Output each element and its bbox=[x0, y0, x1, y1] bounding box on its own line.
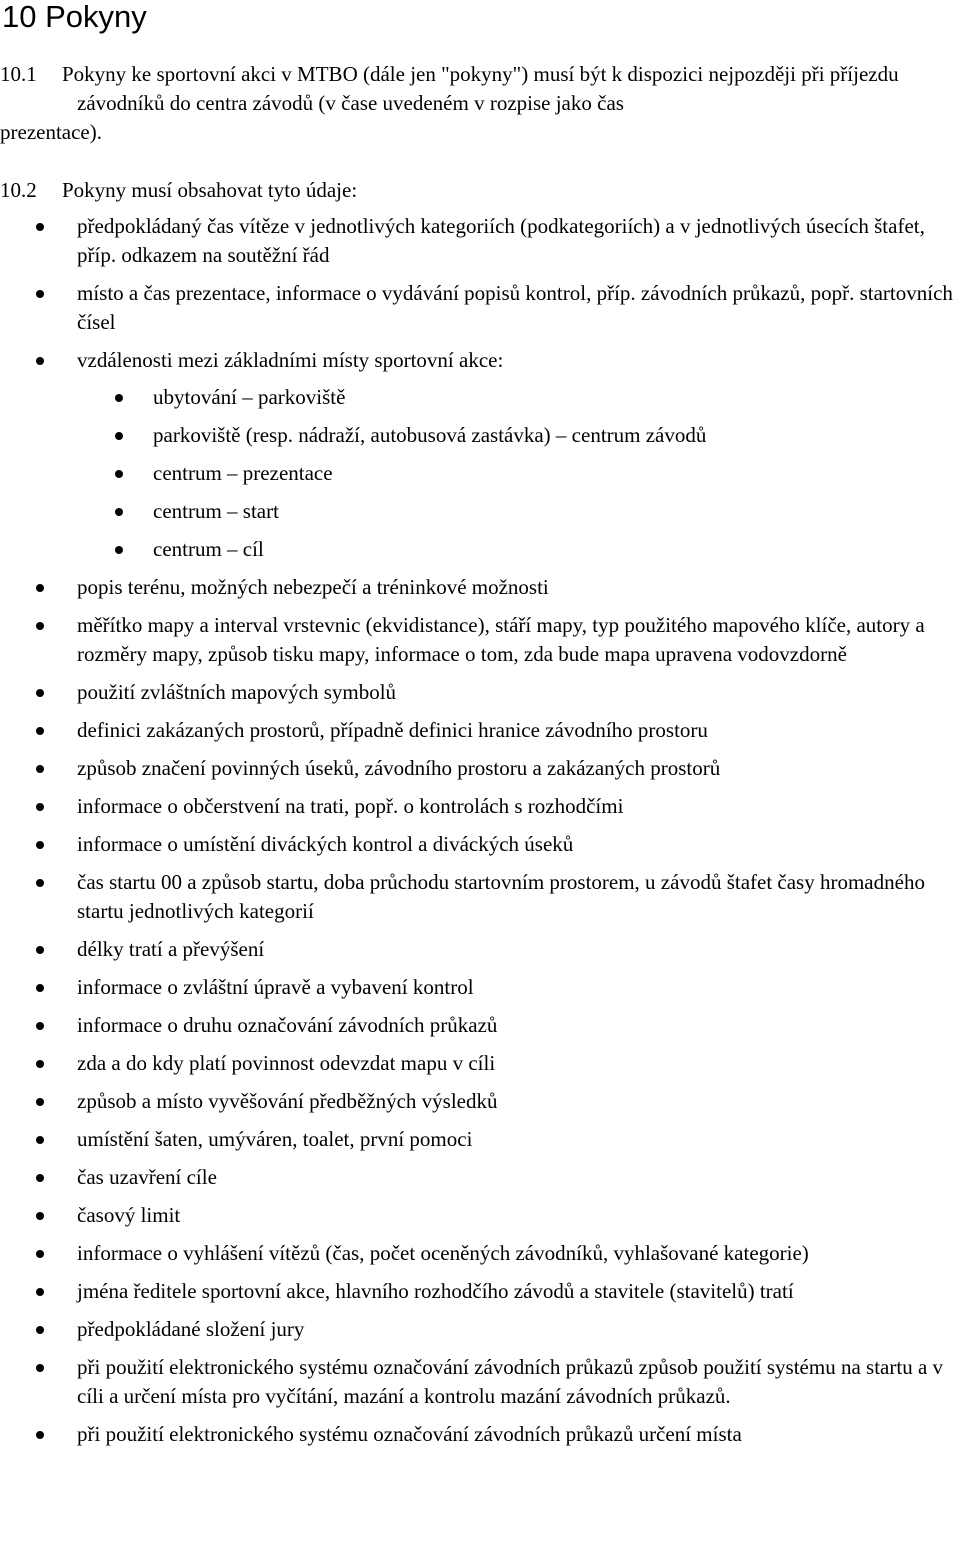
list-item-text: definici zakázaných prostorů, případně definici hranice závodního prostoru bbox=[77, 718, 708, 742]
paragraph-text: Pokyny musí obsahovat tyto údaje: bbox=[62, 178, 358, 202]
sublist-item-text: centrum – start bbox=[153, 499, 279, 523]
bullet-icon bbox=[36, 1060, 44, 1068]
list-item bbox=[0, 1011, 960, 1040]
bullet-icon bbox=[36, 1364, 44, 1372]
list-item bbox=[0, 1239, 960, 1268]
list-item bbox=[0, 678, 960, 707]
bullet-icon bbox=[36, 1136, 44, 1144]
bullet-icon bbox=[36, 1212, 44, 1220]
list-item-text: měřítko mapy a interval vrstevnic (ekvidistance), stáří mapy, typ použitého mapového klíče, autory a rozměry mapy, způsob tisku mapy, informace o tom, zda bude mapa upravena vodovzdorně bbox=[77, 613, 925, 666]
paragraph-text: Pokyny ke sportovní akci v MTBO (dále jen "pokyny") musí být k dispozici nejpozději při příjezdu závodníků do centra závodů (v čase uvedeném v rozpise jako čas bbox=[62, 62, 899, 115]
paragraph-10-1 bbox=[0, 60, 958, 147]
list-item-text: při použití elektronického systému označování závodních průkazů způsob použití systému na startu a v cíli a určení místa pro vyčítání, mazání a kontrolu mazání závodních průkazů. bbox=[77, 1355, 944, 1408]
list-item-text: popis terénu, možných nebezpečí a tréninkové možnosti bbox=[77, 575, 549, 599]
list-item-text: při použití elektronického systému označování závodních průkazů určení místa bbox=[77, 1422, 742, 1446]
list-item bbox=[0, 1277, 960, 1306]
bullet-icon bbox=[36, 1431, 44, 1439]
bullet-icon bbox=[36, 803, 44, 811]
list-item-text: místo a čas prezentace, informace o vydávání popisů kontrol, příp. závodních průkazů, popř. startovních čísel bbox=[77, 281, 953, 334]
requirements-list bbox=[0, 212, 960, 1458]
list-item-text: časový limit bbox=[77, 1203, 181, 1227]
list-item bbox=[0, 1201, 960, 1230]
list-item bbox=[0, 1163, 960, 1192]
bullet-icon bbox=[36, 1098, 44, 1106]
sublist-item bbox=[77, 383, 956, 412]
bullet-icon bbox=[36, 1326, 44, 1334]
list-item bbox=[0, 611, 960, 669]
bullet-icon bbox=[36, 223, 44, 231]
sublist-item-text: ubytování – parkoviště bbox=[153, 385, 346, 409]
bullet-icon bbox=[115, 394, 123, 402]
list-item bbox=[0, 754, 960, 783]
list-item-text: umístění šaten, umýváren, toalet, první pomoci bbox=[77, 1127, 473, 1151]
bullet-icon bbox=[36, 290, 44, 298]
paragraph-10-2 bbox=[0, 176, 958, 205]
list-item-text: způsob značení povinných úseků, závodního prostoru a zakázaných prostorů bbox=[77, 756, 721, 780]
bullet-icon bbox=[36, 841, 44, 849]
list-item bbox=[0, 1087, 960, 1116]
list-item-text: informace o vyhlášení vítězů (čas, počet oceněných závodníků, vyhlašované kategorie) bbox=[77, 1241, 809, 1265]
bullet-icon bbox=[36, 984, 44, 992]
list-item bbox=[0, 1420, 960, 1449]
distance-sublist bbox=[77, 383, 956, 564]
list-item bbox=[0, 573, 960, 602]
list-item-text: jména ředitele sportovní akce, hlavního rozhodčího závodů a stavitele (stavitelů) tratí bbox=[77, 1279, 794, 1303]
bullet-icon bbox=[115, 470, 123, 478]
list-item bbox=[0, 1125, 960, 1154]
bullet-icon bbox=[36, 727, 44, 735]
list-item bbox=[0, 973, 960, 1002]
sublist-item bbox=[77, 497, 956, 526]
sublist-item bbox=[77, 535, 956, 564]
list-item bbox=[0, 935, 960, 964]
list-item bbox=[0, 868, 960, 926]
sublist-item bbox=[77, 421, 956, 450]
paragraph-number: 10.2 bbox=[0, 178, 37, 202]
bullet-icon bbox=[36, 1288, 44, 1296]
sublist-item bbox=[77, 459, 956, 488]
bullet-icon bbox=[115, 508, 123, 516]
bullet-icon bbox=[115, 546, 123, 554]
list-item bbox=[0, 1315, 960, 1344]
list-item-text: informace o občerstvení na trati, popř. o kontrolách s rozhodčími bbox=[77, 794, 624, 818]
paragraph-continuation: prezentace). bbox=[0, 120, 102, 144]
bullet-icon bbox=[36, 622, 44, 630]
list-item bbox=[0, 792, 960, 821]
list-item bbox=[0, 716, 960, 745]
bullet-icon bbox=[36, 946, 44, 954]
list-item bbox=[0, 212, 960, 270]
list-item bbox=[0, 346, 960, 564]
list-item bbox=[0, 1049, 960, 1078]
bullet-icon bbox=[36, 1022, 44, 1030]
list-item-text: informace o druhu označování závodních průkazů bbox=[77, 1013, 498, 1037]
list-item-text: zda a do kdy platí povinnost odevzdat mapu v cíli bbox=[77, 1051, 496, 1075]
list-item-text: informace o zvláštní úpravě a vybavení kontrol bbox=[77, 975, 474, 999]
bullet-icon bbox=[36, 584, 44, 592]
bullet-icon bbox=[115, 432, 123, 440]
sublist-item-text: centrum – cíl bbox=[153, 537, 264, 561]
bullet-icon bbox=[36, 1250, 44, 1258]
sublist-item-text: centrum – prezentace bbox=[153, 461, 333, 485]
list-item bbox=[0, 830, 960, 859]
list-item-text: délky tratí a převýšení bbox=[77, 937, 265, 961]
list-item-text: předpokládaný čas vítěze v jednotlivých kategoriích (podkategoriích) a v jednotlivých úsecích štafet, příp. odkazem na soutěžní řád bbox=[77, 214, 925, 267]
list-item-text: použití zvláštních mapových symbolů bbox=[77, 680, 397, 704]
bullet-icon bbox=[36, 357, 44, 365]
list-item bbox=[0, 1353, 960, 1411]
bullet-icon bbox=[36, 689, 44, 697]
section-heading: 10 Pokyny bbox=[2, 0, 147, 34]
bullet-icon bbox=[36, 879, 44, 887]
list-item-text: čas startu 00 a způsob startu, doba průchodu startovním prostorem, u závodů štafet časy hromadného startu jednotlivých kategorií bbox=[77, 870, 925, 923]
list-item-text: vzdálenosti mezi základními místy sportovní akce: bbox=[77, 348, 504, 372]
list-item bbox=[0, 279, 960, 337]
paragraph-number: 10.1 bbox=[0, 62, 37, 86]
list-item-text: informace o umístění diváckých kontrol a diváckých úseků bbox=[77, 832, 574, 856]
bullet-icon bbox=[36, 1174, 44, 1182]
sublist-item-text: parkoviště (resp. nádraží, autobusová zastávka) – centrum závodů bbox=[153, 423, 707, 447]
list-item-text: čas uzavření cíle bbox=[77, 1165, 217, 1189]
list-item-text: předpokládané složení jury bbox=[77, 1317, 305, 1341]
list-item-text: způsob a místo vyvěšování předběžných výsledků bbox=[77, 1089, 498, 1113]
bullet-icon bbox=[36, 765, 44, 773]
